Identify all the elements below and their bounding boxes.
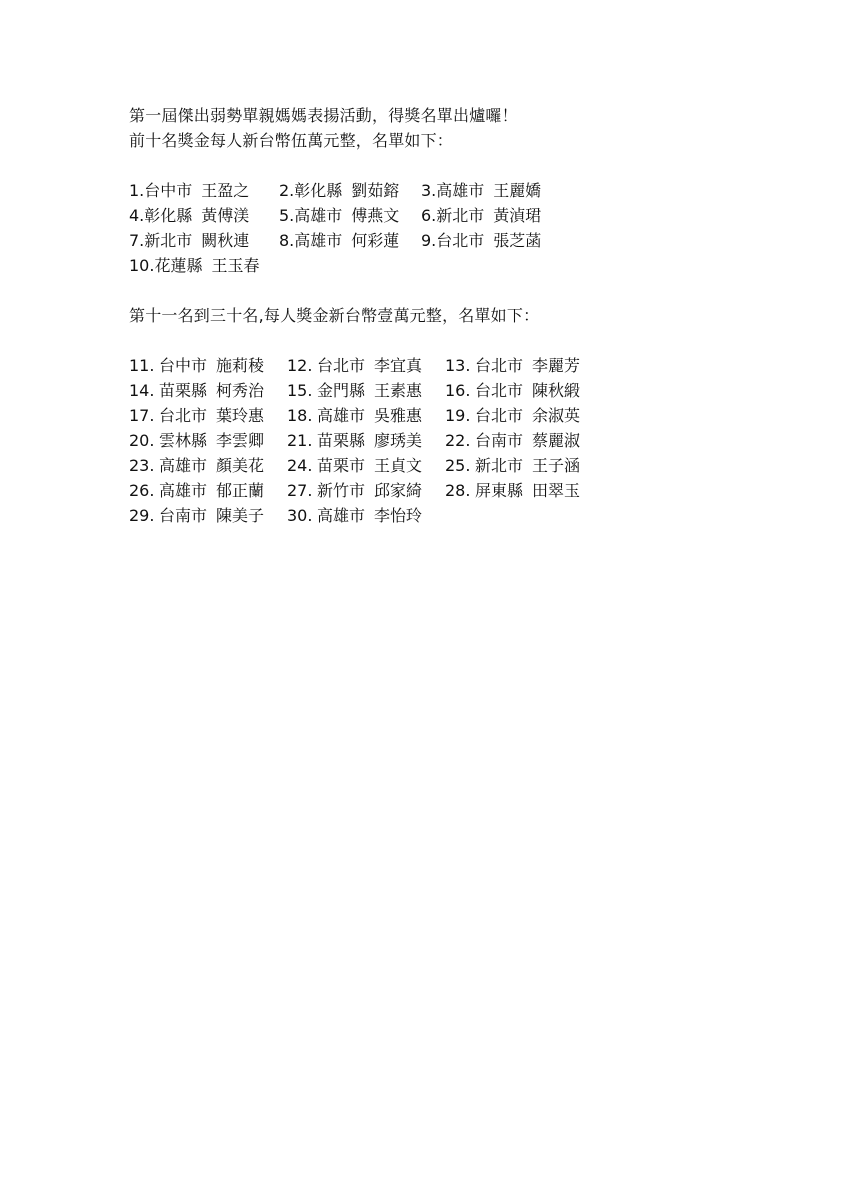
winner-city: 苗栗縣	[317, 431, 366, 450]
winner-city: 高雄市	[436, 181, 485, 200]
winner-rank: 19.	[445, 406, 471, 425]
winner-name: 陳秋緞	[532, 381, 581, 400]
winner-rank: 30.	[287, 506, 313, 525]
winner-city: 高雄市	[159, 456, 208, 475]
winner-rank: 9.	[421, 231, 437, 250]
winner-city: 高雄市	[294, 231, 343, 250]
winner-city: 屏東縣	[475, 481, 524, 500]
winner-rank: 15.	[287, 381, 313, 400]
winner-city: 彰化縣	[294, 181, 343, 200]
winner-entry	[287, 403, 445, 428]
winner-entry	[129, 453, 287, 478]
winner-rank: 7.	[129, 231, 145, 250]
winner-rank: 17.	[129, 406, 155, 425]
winner-entry	[287, 453, 445, 478]
winner-rank: 14.	[129, 381, 155, 400]
winner-rank: 6.	[421, 206, 437, 225]
winner-entry	[421, 228, 601, 253]
winner-entry	[287, 503, 445, 528]
winner-entry	[279, 203, 421, 228]
winner-city: 台北市	[159, 406, 208, 425]
winner-rank: 28.	[445, 481, 471, 500]
winner-city: 新竹市	[317, 481, 366, 500]
winner-rank: 11.	[129, 356, 155, 375]
winner-rank: 21.	[287, 431, 313, 450]
winner-name: 王貞文	[374, 456, 423, 475]
winner-entry	[129, 178, 279, 203]
winner-name: 陳美子	[216, 506, 265, 525]
winner-entry	[129, 403, 287, 428]
winner-rank: 25.	[445, 456, 471, 475]
announcement-body	[129, 103, 769, 528]
winner-rank: 4.	[129, 206, 145, 225]
winner-city: 高雄市	[317, 406, 366, 425]
top-ten-list	[129, 178, 769, 278]
winner-rank: 20.	[129, 431, 155, 450]
paragraph-gap	[129, 328, 769, 353]
winner-entry	[279, 178, 421, 203]
winner-entry	[129, 203, 279, 228]
winner-name: 黃傅渼	[201, 206, 250, 225]
winner-rank: 3.	[421, 181, 437, 200]
winner-name: 王素惠	[374, 381, 423, 400]
winner-name: 闕秋連	[201, 231, 250, 250]
winner-rank: 16.	[445, 381, 471, 400]
winner-city: 花蓮縣	[154, 256, 203, 275]
winner-city: 金門縣	[317, 381, 366, 400]
winner-city: 台北市	[475, 356, 524, 375]
winner-name: 郁正蘭	[216, 481, 265, 500]
winner-name: 邱家綺	[374, 481, 423, 500]
winner-name: 葉玲惠	[216, 406, 265, 425]
winner-city: 新北市	[436, 206, 485, 225]
winner-entry	[287, 353, 445, 378]
winner-rank: 10.	[129, 256, 155, 275]
winner-entry	[421, 203, 601, 228]
winner-name: 李雲卿	[216, 431, 265, 450]
winner-name: 蔡麗淑	[532, 431, 581, 450]
winner-entry	[287, 378, 445, 403]
winner-name: 王子涵	[532, 456, 581, 475]
winner-entry	[287, 478, 445, 503]
winner-entry	[445, 353, 615, 378]
winner-entry	[129, 353, 287, 378]
winner-name: 田翠玉	[532, 481, 581, 500]
winner-entry	[129, 378, 287, 403]
winner-name: 劉茹鎔	[351, 181, 400, 200]
winner-rank: 26.	[129, 481, 155, 500]
winner-city: 苗栗市	[317, 456, 366, 475]
winner-rank: 29.	[129, 506, 155, 525]
winner-entry	[129, 503, 287, 528]
winner-city: 台北市	[475, 381, 524, 400]
winner-name: 李麗芳	[532, 356, 581, 375]
winner-rank: 8.	[279, 231, 295, 250]
winner-entry	[129, 253, 279, 278]
winner-name: 余淑英	[532, 406, 581, 425]
winner-entry	[421, 178, 601, 203]
winner-name: 廖琇美	[374, 431, 423, 450]
winner-name: 李怡玲	[374, 506, 423, 525]
winner-name: 吳雅惠	[374, 406, 423, 425]
winner-rank: 22.	[445, 431, 471, 450]
announcement-title: 第一屆傑出弱勢單親媽媽表揚活動，得獎名單出爐囉！	[129, 106, 518, 125]
winner-entry	[445, 428, 615, 453]
winner-city: 高雄市	[317, 506, 366, 525]
winner-city: 新北市	[144, 231, 193, 250]
winner-name: 柯秀治	[216, 381, 265, 400]
winner-rank: 5.	[279, 206, 295, 225]
winner-city: 雲林縣	[159, 431, 208, 450]
winner-entry	[445, 478, 615, 503]
winner-name: 李宜真	[374, 356, 423, 375]
paragraph-gap	[129, 278, 769, 303]
rest-list	[129, 353, 769, 528]
winner-rank: 2.	[279, 181, 295, 200]
rest-intro: 第十一名到三十名,每人獎金新台幣壹萬元整，名單如下：	[129, 306, 540, 325]
winner-entry	[129, 428, 287, 453]
winner-entry	[445, 403, 615, 428]
winner-city: 台中市	[144, 181, 193, 200]
winner-name: 顏美花	[216, 456, 265, 475]
winner-rank: 1.	[129, 181, 145, 200]
winner-city: 台南市	[475, 431, 524, 450]
winner-entry	[279, 228, 421, 253]
winner-entry	[445, 453, 615, 478]
winner-name: 黃湞珺	[493, 206, 542, 225]
winner-rank: 18.	[287, 406, 313, 425]
winner-city: 高雄市	[159, 481, 208, 500]
winner-city: 台南市	[159, 506, 208, 525]
winner-name: 施莉稜	[216, 356, 265, 375]
winner-city: 台北市	[436, 231, 485, 250]
winner-entry	[129, 228, 279, 253]
winner-city: 苗栗縣	[159, 381, 208, 400]
winner-city: 彰化縣	[144, 206, 193, 225]
winner-rank: 27.	[287, 481, 313, 500]
winner-rank: 13.	[445, 356, 471, 375]
winner-entry	[445, 378, 615, 403]
winner-city: 台中市	[159, 356, 208, 375]
winner-rank: 23.	[129, 456, 155, 475]
winner-rank: 12.	[287, 356, 313, 375]
winner-name: 張芝菡	[493, 231, 542, 250]
winner-city: 台北市	[475, 406, 524, 425]
winner-city: 台北市	[317, 356, 366, 375]
winner-entry	[287, 428, 445, 453]
winner-rank: 24.	[287, 456, 313, 475]
winner-name: 傅燕文	[351, 206, 400, 225]
winner-entry	[129, 478, 287, 503]
winner-name: 王玉春	[211, 256, 260, 275]
winner-city: 高雄市	[294, 206, 343, 225]
winner-name: 何彩蓮	[351, 231, 400, 250]
paragraph-gap	[129, 153, 769, 178]
winner-name: 王麗嬌	[493, 181, 542, 200]
top-ten-intro: 前十名獎金每人新台幣伍萬元整，名單如下：	[129, 131, 454, 150]
winner-city: 新北市	[475, 456, 524, 475]
winner-name: 王盈之	[201, 181, 250, 200]
